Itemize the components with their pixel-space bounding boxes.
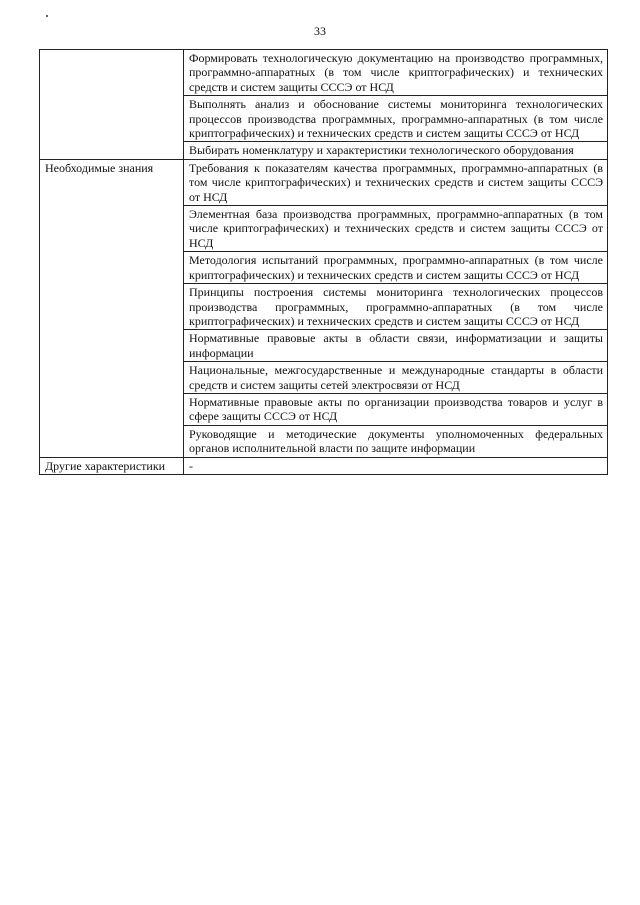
table-cell: Нормативные правовые акты в области связи, информатизации и защиты информации	[184, 330, 608, 362]
page-number: 33	[314, 24, 326, 38]
table-cell: Выбирать номенклатуру и характеристики технологического оборудования	[184, 142, 608, 159]
table-cell: Выполнять анализ и обоснование системы мониторинга технологических процессов производства программных, программно-аппаратных (в том числе криптографических) и технических средств и систем защиты СССЭ от НСД	[184, 96, 608, 142]
row-label-required-knowledge: Необходимые знания	[40, 159, 184, 457]
scan-artifact	[46, 15, 48, 17]
table-cell: Национальные, межгосударственные и международные стандарты в области средств и систем защиты сетей электросвязи от НСД	[184, 362, 608, 394]
table-cell: Методология испытаний программных, программно-аппаратных (в том числе криптографических) и технических средств и систем защиты СССЭ от НСД	[184, 252, 608, 284]
table-cell: Формировать технологическую документацию на производство программных, программно-аппаратных (в том числе криптографических) и технических средств и систем защиты СССЭ от НСД	[184, 50, 608, 96]
table-cell: -	[184, 457, 608, 474]
row-label-empty	[40, 50, 184, 160]
qualification-table	[39, 49, 608, 475]
table-cell: Нормативные правовые акты по организации производства товаров и услуг в сфере защиты СССЭ от НСД	[184, 393, 608, 425]
table-cell: Требования к показателям качества программных, программно-аппаратных (в том числе криптографических) и технических средств и систем защиты СССЭ от НСД	[184, 159, 608, 205]
table-row	[40, 457, 608, 474]
row-label-other-characteristics: Другие характеристики	[40, 457, 184, 474]
table-row	[40, 159, 608, 205]
table-cell: Принципы построения системы мониторинга технологических процессов производства программных, программно-аппаратных (в том числе криптографических) и технических средств и систем защиты СССЭ от НСД	[184, 284, 608, 330]
table-cell: Руководящие и методические документы уполномоченных федеральных органов исполнительной власти по защите информации	[184, 425, 608, 457]
table-cell: Элементная база производства программных, программно-аппаратных (в том числе криптографических) и технических средств и систем защиты СССЭ от НСД	[184, 206, 608, 252]
table-row	[40, 50, 608, 96]
